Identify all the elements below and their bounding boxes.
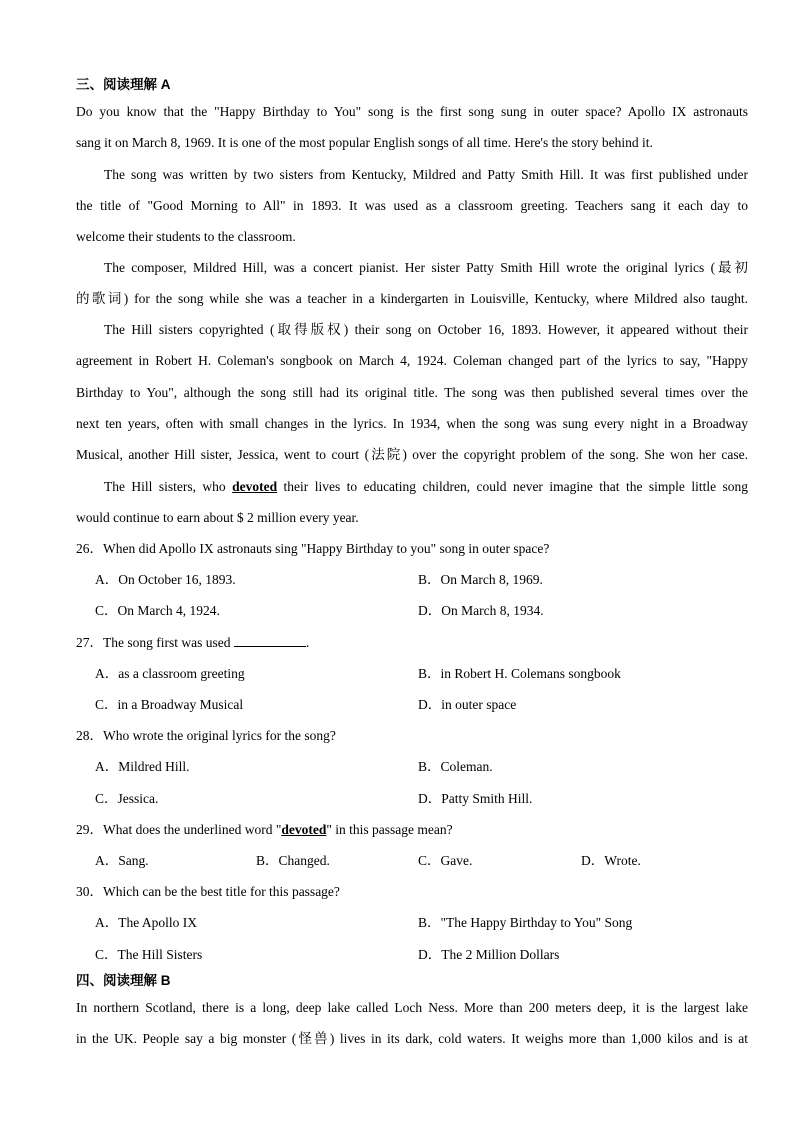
question-29-stem: 29．What does the underlined word " (76, 822, 282, 837)
underlined-word: devoted (281, 822, 327, 837)
passage-b-line: in the UK. People say a big monster (怪兽) lives in its dark, cold waters. It weighs more than 1,000 kilos and is at (76, 1031, 748, 1046)
passage-a-line: The composer, Mildred Hill, was a concert pianist. Her sister Patty Smith Hill wrote the original lyrics (最初 (104, 260, 748, 275)
option-26-c[interactable]: C．On March 4, 1924. (95, 603, 220, 618)
passage-a-line: The song was written by two sisters from Kentucky, Mildred and Patty Smith Hill. It was first published under (104, 167, 748, 182)
option-29-b[interactable]: B．Changed. (256, 853, 330, 868)
question-27 (76, 634, 309, 652)
option-30-c[interactable]: C．The Hill Sisters (95, 947, 203, 962)
option-28-b[interactable]: B．Coleman. (418, 759, 493, 774)
passage-a-line: sang it on March 8, 1969. It is one of the most popular English songs of all time. Here's the story behind it. (76, 135, 653, 150)
question-28: 28．Who wrote the original lyrics for the song? (76, 728, 336, 743)
text-segment: their lives to educating children, could never imagine that the simple little song (277, 479, 748, 494)
underlined-word: devoted (232, 479, 278, 494)
passage-a-line: The Hill sisters copyrighted (取得版权) their song on October 16, 1893. However, it appeared without their (104, 322, 748, 337)
option-27-a[interactable]: A．as a classroom greeting (95, 666, 245, 681)
answer-blank (234, 634, 306, 647)
option-30-b[interactable]: B．"The Happy Birthday to You" Song (418, 915, 633, 930)
passage-a-line: Birthday to You", although the song still had its original title. The song was then published several times over the (76, 385, 748, 400)
question-27-end: . (305, 635, 310, 650)
option-26-a[interactable]: A．On October 16, 1893. (95, 572, 236, 587)
question-27-stem: 27．The song first was used (76, 635, 234, 650)
question-29 (76, 821, 453, 839)
passage-a-line: Musical, another Hill sister, Jessica, went to court (法院) over the copyright problem of the song. She won her case. (76, 447, 748, 462)
passage-a-line: Do you know that the "Happy Birthday to You" song is the first song sung in outer space? Apollo IX astronauts (76, 104, 748, 119)
option-27-b[interactable]: B．in Robert H. Colemans songbook (418, 666, 621, 681)
option-27-c[interactable]: C．in a Broadway Musical (95, 697, 244, 712)
section-heading-b: 四、阅读理解 B (76, 973, 171, 988)
option-29-d[interactable]: D．Wrote. (581, 853, 641, 868)
option-26-d[interactable]: D．On March 8, 1934. (418, 603, 544, 618)
question-30: 30．Which can be the best title for this passage? (76, 884, 340, 899)
option-29-c[interactable]: C．Gave. (418, 853, 473, 868)
passage-a-line: 的歌词) for the song while she was a teacher in a kindergarten in Louisville, Kentucky, where Mildred also taught. (76, 291, 748, 306)
option-30-a[interactable]: A．The Apollo IX (95, 915, 197, 930)
question-29-end: " in this passage mean? (326, 822, 453, 837)
option-28-d[interactable]: D．Patty Smith Hill. (418, 791, 533, 806)
option-28-a[interactable]: A．Mildred Hill. (95, 759, 190, 774)
option-30-d[interactable]: D．The 2 Million Dollars (418, 947, 560, 962)
passage-b-line: In northern Scotland, there is a long, deep lake called Loch Ness. More than 200 meters deep, it is the largest lake (76, 1000, 748, 1015)
option-27-d[interactable]: D．in outer space (418, 697, 517, 712)
option-26-b[interactable]: B．On March 8, 1969. (418, 572, 543, 587)
text-segment: The Hill sisters, who (104, 479, 233, 494)
passage-a-line: the title of "Good Morning to All" in 1893. It was used as a classroom greeting. Teachers sang it each day to (76, 198, 748, 213)
option-29-a[interactable]: A．Sang. (95, 853, 149, 868)
question-26: 26．When did Apollo IX astronauts sing "Happy Birthday to you" song in outer space? (76, 541, 550, 556)
option-28-c[interactable]: C．Jessica. (95, 791, 159, 806)
passage-a-line: welcome their students to the classroom. (76, 229, 296, 244)
passage-a-line: agreement in Robert H. Coleman's songbook on March 4, 1924. Coleman changed part of the lyrics to say, "Happy (76, 353, 748, 368)
passage-a-line-devoted (104, 478, 748, 496)
section-heading-a: 三、阅读理解 A (76, 77, 171, 92)
passage-a-line: would continue to earn about $ 2 million every year. (76, 510, 359, 525)
passage-a-line: next ten years, often with small changes in the lyrics. In 1934, when the song was sung every night in a Broadway (76, 416, 748, 431)
